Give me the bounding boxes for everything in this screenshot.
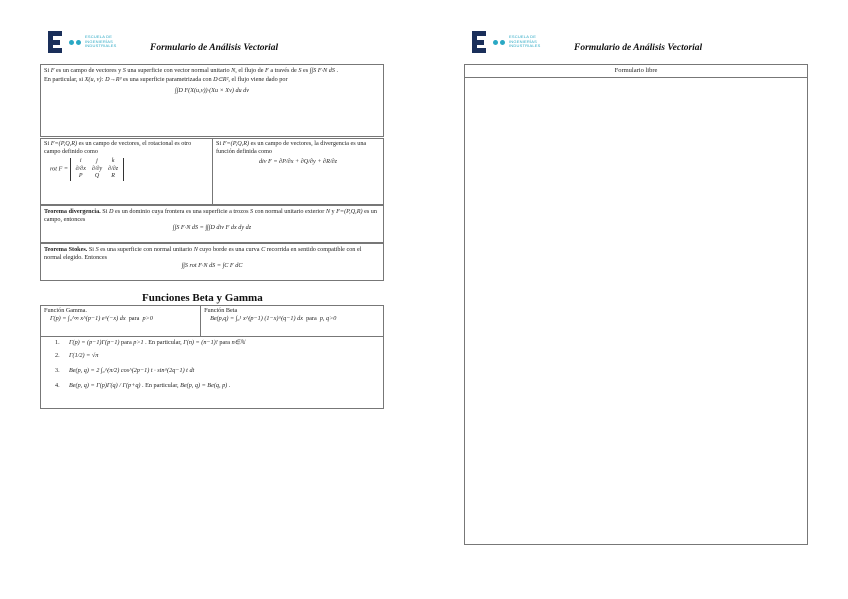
logo-text: ESCUELA DE INGENIERÍAS INDUSTRIALES bbox=[509, 34, 541, 49]
rotational-cell: Si F=(P,Q,R) es un campo de vectores, el rotacional es otro campo definido como rot F = i j k ∂/∂x ∂/∂y ∂/∂z P Q R bbox=[44, 140, 192, 179]
beta-gamma-box bbox=[40, 305, 384, 409]
free-formulary-title: Formulario libre bbox=[465, 65, 807, 78]
logo-dots bbox=[69, 40, 81, 45]
divergence-cell: Si F=(P,Q,R) es un campo de vectores, la divergencia es una función definida como div F = ∂P/∂x + ∂Q/∂y + ∂R/∂z bbox=[212, 139, 383, 204]
stokes-theorem-formula: ∫∫S rot F·N dS = ∫C F dC bbox=[181, 262, 243, 269]
logo-dots bbox=[493, 40, 505, 45]
properties-list bbox=[41, 337, 383, 392]
beta-label: Función Beta bbox=[204, 307, 238, 314]
stokes-theorem-box: Teorema Stokes. Si S es una superficie con normal unitario N cuyo borde es una curva C recorrida en sentido compatible con el normal elegido. Entonces ∫∫S rot F·N dS = ∫C F dC bbox=[40, 243, 384, 281]
divergence-theorem-formula: ∫∫S F·N dS = ∫∫∫D div F dx dy dz bbox=[172, 224, 252, 231]
beta-cell: Función Beta Be(p,q) = ∫₀¹ x^(p−1) (1−x)^(q−1) dx para p, q>0 bbox=[200, 306, 383, 336]
stokes-theorem-title: Teorema Stokes. bbox=[44, 246, 88, 253]
free-formulary-box bbox=[464, 64, 808, 545]
logo-e-mark bbox=[48, 31, 66, 53]
logo-e-mark bbox=[472, 31, 490, 53]
list-item: 3. Be(p, q) = 2 ∫₀^(π/2) cos^(2p−1) t · sin^(2q−1) t dt bbox=[55, 367, 195, 374]
gamma-label: Función Gamma. bbox=[44, 307, 87, 314]
list-item: 1. Γ(p) = (p−1)Γ(p−1) para p>1 . En particular, Γ(n) = (n−1)! para n∈ℕ bbox=[55, 339, 246, 346]
divergence-theorem-box: Teorema divergencia. Si D es un dominio cuya frontera es una superficie a trozos S con normal unitario exterior N y F=(P,Q,R) es un campo, entonces ∫∫S F·N dS = ∫∫∫D div F dx dy dz bbox=[40, 205, 384, 243]
beta-formula: Be(p,q) = ∫₀¹ x^(p−1) (1−x)^(q−1) dx bbox=[210, 315, 303, 322]
div-formula: div F = ∂P/∂x + ∂Q/∂y + ∂R/∂z bbox=[258, 158, 338, 165]
page-title: Formulario de Análisis Vectorial bbox=[150, 43, 279, 53]
list-item: 4. Be(p, q) = Γ(p)Γ(q) / Γ(p+q) . En particular, Be(p, q) = Be(q, p) . bbox=[55, 382, 231, 389]
flux-parametrized-paragraph: En particular, si X(u, v): D→R³ es una superficie parametrizada con D⊂R², el flujo viene dado por bbox=[44, 76, 288, 83]
rot-div-box bbox=[40, 138, 384, 205]
beta-gamma-section-title: Funciones Beta y Gamma bbox=[142, 292, 263, 304]
rot-label: rot F = bbox=[50, 165, 69, 173]
gamma-cell: Función Gamma. Γ(p) = ∫₀^∞ x^(p−1) e^(−x) dx para p>0 bbox=[41, 306, 200, 336]
right-page bbox=[424, 0, 848, 599]
school-logo bbox=[472, 31, 541, 53]
flux-formula: ∫∫D F(X(u,v))·(Xu × Xv) du dv bbox=[174, 87, 250, 94]
school-logo bbox=[48, 31, 117, 53]
flux-box bbox=[40, 64, 384, 137]
flux-paragraph: Si F es un campo de vectores y S una superficie con vector normal unitario N, el flujo de F a través de S es ∫∫S F·N dS . bbox=[44, 67, 339, 74]
divergence-theorem-title: Teorema divergencia. bbox=[44, 208, 101, 215]
rot-matrix: i j k ∂/∂x ∂/∂y ∂/∂z P Q R bbox=[70, 158, 124, 181]
page-title: Formulario de Análisis Vectorial bbox=[574, 43, 703, 53]
list-item: 2. Γ(1/2) = √π bbox=[55, 352, 99, 359]
logo-text: ESCUELA DE INGENIERÍAS INDUSTRIALES bbox=[85, 34, 117, 49]
gamma-formula: Γ(p) = ∫₀^∞ x^(p−1) e^(−x) dx bbox=[50, 315, 126, 322]
